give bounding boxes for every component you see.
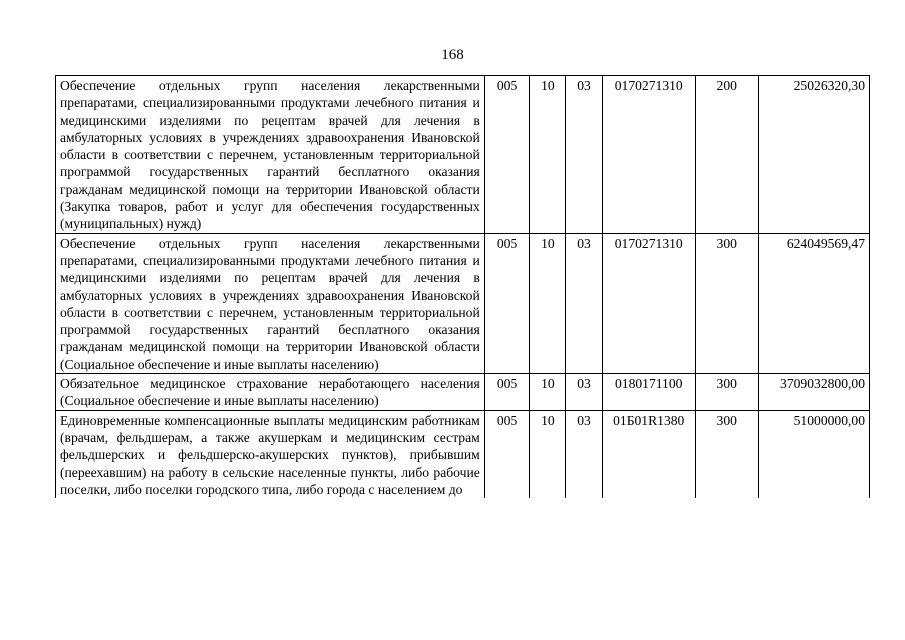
row-ministry-code: 005 xyxy=(484,374,530,411)
row-expense-type: 300 xyxy=(695,410,758,498)
row-subsection: 03 xyxy=(566,410,602,498)
row-expense-type: 200 xyxy=(695,76,758,234)
row-subsection: 03 xyxy=(566,76,602,234)
row-section: 10 xyxy=(530,233,566,373)
row-amount: 51000000,00 xyxy=(758,410,869,498)
row-section: 10 xyxy=(530,76,566,234)
row-section: 10 xyxy=(530,374,566,411)
table-row xyxy=(56,233,870,373)
row-section: 10 xyxy=(530,410,566,498)
row-amount: 25026320,30 xyxy=(758,76,869,234)
row-amount: 3709032800,00 xyxy=(758,374,869,411)
row-target-article: 0180171100 xyxy=(602,374,695,411)
row-expense-type: 300 xyxy=(695,233,758,373)
row-description: Обязательное медицинское страхование неработающего населения (Социальное обеспечение и иные выплаты населению) xyxy=(56,374,485,411)
row-target-article: 0170271310 xyxy=(602,233,695,373)
row-ministry-code: 005 xyxy=(484,233,530,373)
row-amount: 624049569,47 xyxy=(758,233,869,373)
page-number: 168 xyxy=(441,47,464,63)
row-subsection: 03 xyxy=(566,374,602,411)
budget-table xyxy=(55,75,870,498)
table-row xyxy=(56,374,870,411)
row-ministry-code: 005 xyxy=(484,76,530,234)
row-description-cell xyxy=(56,410,485,498)
row-description: Обеспечение отдельных групп населения лекарственными препаратами, специализированными продуктами лечебного питания и медицинскими изделиями по рецептам врачей для лечения в амбулаторных условиях в учреждениях здравоохранения Ивановской области в соответствии с перечнем, установленным территориальной программой государственных гарантий бесплатного оказания гражданам медицинской помощи на территории Ивановской области (Закупка товаров, работ и услуг для обеспечения государственных (муниципальных) нужд) xyxy=(56,76,485,234)
table-row xyxy=(56,76,870,234)
table-row xyxy=(56,410,870,498)
row-target-article: 01Б01R1380 xyxy=(602,410,695,498)
row-target-article: 0170271310 xyxy=(602,76,695,234)
row-description: Обеспечение отдельных групп населения лекарственными препаратами, специализированными продуктами лечебного питания и медицинскими изделиями по рецептам врачей для лечения в амбулаторных условиях в учреждениях здравоохранения Ивановской области в соответствии с перечнем, установленным территориальной программой государственных гарантий бесплатного оказания гражданам медицинской помощи на территории Ивановской области (Социальное обеспечение и иные выплаты населению) xyxy=(56,233,485,373)
row-description: Единовременные компенсационные выплаты медицинским работникам (врачам, фельдшерам, а также акушеркам и медицинским сестрам фельдшерских и фельдшерско-акушерских пунктов), прибывшим (переехавшим) на работу в сельские населенные пункты, либо рабочие поселки, либо поселки городского типа, либо города с населением до xyxy=(60,412,480,497)
row-subsection: 03 xyxy=(566,233,602,373)
row-ministry-code: 005 xyxy=(484,410,530,498)
row-expense-type: 300 xyxy=(695,374,758,411)
